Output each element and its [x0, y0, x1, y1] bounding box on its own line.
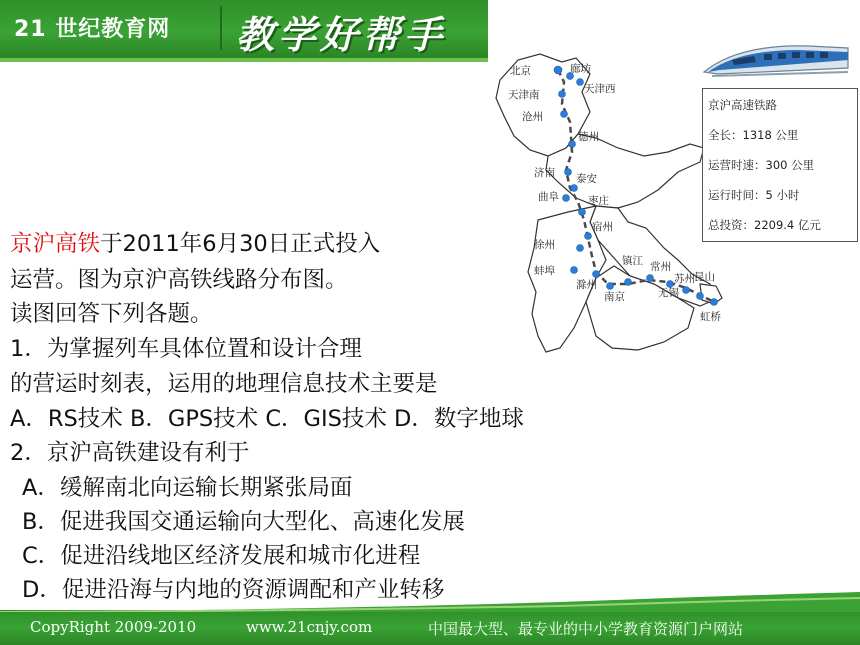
city-label: 苏州 [674, 273, 695, 285]
city-label: 沧州 [522, 111, 543, 123]
question-2-option-a: A．缓解南北向运输长期紧张局面 [22, 475, 353, 501]
legend-time: 运行时间：5 小时 [708, 188, 800, 202]
question-2-option-c: C．促进沿线地区经济发展和城市化进程 [22, 543, 421, 569]
question-2-stem: 2．京沪高铁建设有利于 [10, 440, 250, 466]
city-label: 蚌埠 [534, 265, 555, 277]
city-label: 徐州 [534, 239, 555, 251]
city-label: 南京 [604, 291, 625, 303]
footer-copyright: CopyRight 2009-2010 [30, 618, 197, 636]
city-label: 枣庄 [588, 195, 609, 207]
intro-line [10, 226, 380, 258]
site-logo: 21 世纪教育网 [14, 17, 171, 42]
legend-title: 京沪高速铁路 [708, 98, 777, 112]
question-2-option-d: D．促进沿海与内地的资源调配和产业转移 [22, 577, 445, 603]
legend-length: 全长：1318 公里 [708, 128, 799, 142]
city-label: 宿州 [592, 221, 613, 233]
city-label: 滁州 [576, 279, 597, 291]
footer-tagline: 中国最大型、最专业的中小学教育资源门户网站 [428, 620, 744, 638]
intro-line-2: 运营。图为京沪高铁线路分布图。 [10, 267, 348, 293]
footer-banner [0, 610, 860, 645]
city-label: 天津南 [508, 89, 540, 101]
city-label: 泰安 [576, 173, 597, 185]
city-label: 廊坊 [570, 63, 591, 75]
question-2-option-b: B．促进我国交通运输向大型化、高速化发展 [22, 509, 465, 535]
city-label: 北京 [510, 65, 531, 77]
legend-investment: 总投资：2209.4 亿元 [708, 218, 821, 232]
header-slogan: 教学好帮手 [236, 12, 447, 57]
footer-url[interactable]: www.21cnjy.com [246, 618, 373, 636]
city-label: 常州 [650, 261, 671, 273]
question-1-line-1: 1．为掌握列车具体位置和设计合理 [10, 336, 362, 362]
city-label: 济南 [534, 167, 555, 179]
city-label: 曲阜 [538, 191, 559, 203]
city-label: 镇江 [622, 255, 643, 267]
highlight-text: 京沪高铁 [10, 231, 101, 257]
city-label: 昆山 [694, 271, 715, 283]
city-label: 无锡 [658, 287, 679, 299]
question-1-options: A．RS技术 B．GPS技术 C．GIS技术 D．数字地球 [10, 406, 524, 432]
intro-rest: 于2011年6月30日正式投入 [100, 231, 381, 257]
city-label: 虹桥 [700, 311, 721, 323]
city-label: 天津西 [584, 83, 616, 95]
footer-swoosh [0, 592, 860, 612]
question-1-line-2: 的营运时刻表，运用的地理信息技术主要是 [10, 371, 438, 397]
city-label: 德州 [578, 131, 599, 143]
legend-speed: 运营时速：300 公里 [708, 158, 815, 172]
instruction-line: 读图回答下列各题。 [10, 301, 213, 327]
